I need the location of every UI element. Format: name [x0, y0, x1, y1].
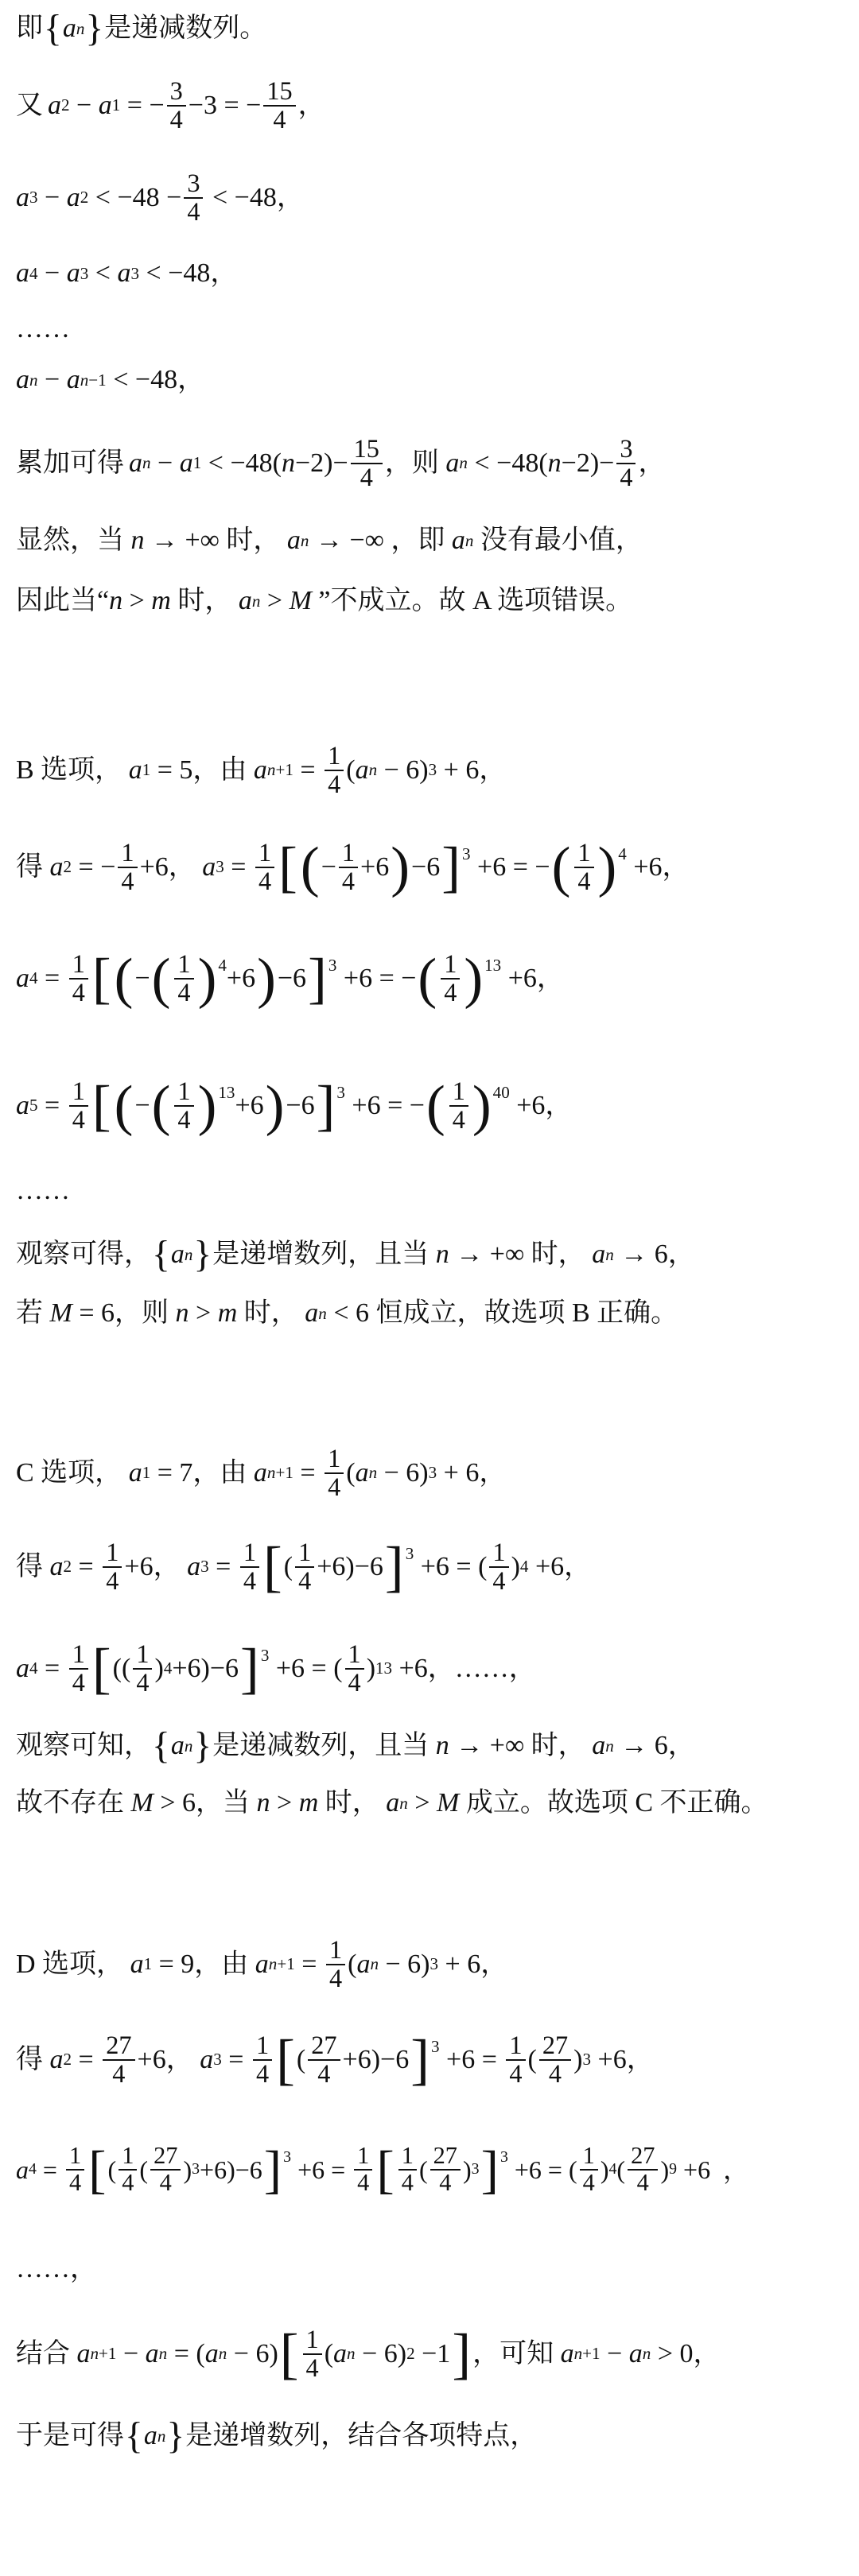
- line-14: ……: [16, 1176, 70, 1205]
- line-6: a n − a n−1 < −48，: [16, 365, 205, 394]
- line-17: C 选项， a 1 = 7，由 a n+1 = $\frac{1}{4}$ (a n − 6) 3 + 6，: [16, 1444, 507, 1501]
- line-24: a 4 = $\frac{1}{4}$ [ ( $\frac{1}{4}$ ( $\frac{27}{4}$ ) 3 +6)−6 ] 3 +6 = $\frac{1}{4}$ [ $\frac{1}{4}$ ( $\frac{27}{4}$ ) 3 ] 3 +6 = ( $\frac{1}{4}$ ) 4 ( $\frac{27}{4}$ ) 9 +6 ，: [16, 2139, 749, 2199]
- line-11: 得 a 2 = − $\frac{1}{4}$ +6， a 3 = $\frac{1}{4}$ [ ( − $\frac{1}{4}$ +6 ) −6 ] 3 +6 = − ( $\frac{1}{4}$ ) 4 +6，: [16, 835, 690, 898]
- line-15: 观察可得， { a n } 是递增数列，且当 n → +∞ 时， a n → 6，: [16, 1234, 695, 1275]
- line-20: 观察可知， { a n } 是递减数列，且当 n → +∞ 时， a n → 6，: [16, 1725, 695, 1767]
- line-22: D 选项， a 1 = 9，由 a n+1 = $\frac{1}{4}$ (a n − 6) 3 + 6，: [16, 1935, 508, 1992]
- line-26: 结合 a n+1 − a n = (a n − 6) [ $\frac{1}{4}$ (a n − 6) 2 −1 ] ，可知 a n+1 − a n > 0，: [16, 2322, 721, 2385]
- line-27: 于是可得 { a n } 是递增数列，结合各项特点，: [16, 2415, 538, 2457]
- line-4: a 4 − a 3 < a 3 < −48，: [16, 258, 238, 288]
- line-12: a 4 = $\frac{1}{4}$ [ ( − ( $\frac{1}{4}$ ) 4 +6 ) −6 ] 3 +6 = − ( $\frac{1}{4}$ ) 13 +6，: [16, 946, 564, 1010]
- line-16: 若 M = 6，则 n > m 时， a n < 6 恒成立，故选项 B 正确。: [16, 1298, 678, 1328]
- line-10: B 选项， a 1 = 5，由 a n+1 = $\frac{1}{4}$ (a n − 6) 3 + 6，: [16, 741, 507, 798]
- line-2: 又 a 2 − a 1 = − $\frac{3}{4}$ −3 = − $\frac{15}{4}$ ，: [16, 76, 325, 134]
- line-23: 得 a 2 = $\frac{27}{4}$ +6， a 3 = $\frac{1}{4}$ [ ( $\frac{27}{4}$ +6)−6 ] 3 +6 = $\frac{1}{4}$ ( $\frac{27}{4}$ ) 3 +6，: [16, 2027, 654, 2091]
- line-3: a 3 − a 2 < −48 − $\frac{3}{4}$ < −48，: [16, 169, 304, 226]
- line-9: 因此当“ n > m 时， a n > M ”不成立。故 A 选项错误。: [16, 586, 633, 615]
- line-13: a 5 = $\frac{1}{4}$ [ ( − ( $\frac{1}{4}$ ) 13 +6 ) −6 ] 3 +6 = − ( $\frac{1}{4}$ ) 40 +6，: [16, 1073, 573, 1137]
- line-21: 故不存在 M > 6，当 n > m 时， a n > M 成立。故选项 C 不正确。: [16, 1788, 768, 1818]
- line-18: 得 a 2 = $\frac{1}{4}$ +6， a 3 = $\frac{1}{4}$ [ ( $\frac{1}{4}$ +6)−6 ] 3 +6 = ( $\frac{1}{4}$ ) 4 +6，: [16, 1534, 592, 1598]
- line-19: a 4 = $\frac{1}{4}$ [ (( $\frac{1}{4}$ ) 4 +6)−6 ] 3 +6 = ( $\frac{1}{4}$ ) 13 +6，……，: [16, 1636, 536, 1700]
- line-25: ……，: [16, 2254, 97, 2283]
- line-7: 累加可得 a n − a 1 < −48(n−2)− $\frac{15}{4}$ ，则 a n < −48(n−2)− $\frac{3}{4}$ ，: [16, 434, 666, 491]
- line-5: ……: [16, 314, 70, 343]
- line-1: 即 { a n } 是递减数列。: [16, 8, 267, 49]
- line-8: 显然，当 n → +∞ 时， a n → −∞ ，即 a n 没有最小值，: [16, 526, 643, 555]
